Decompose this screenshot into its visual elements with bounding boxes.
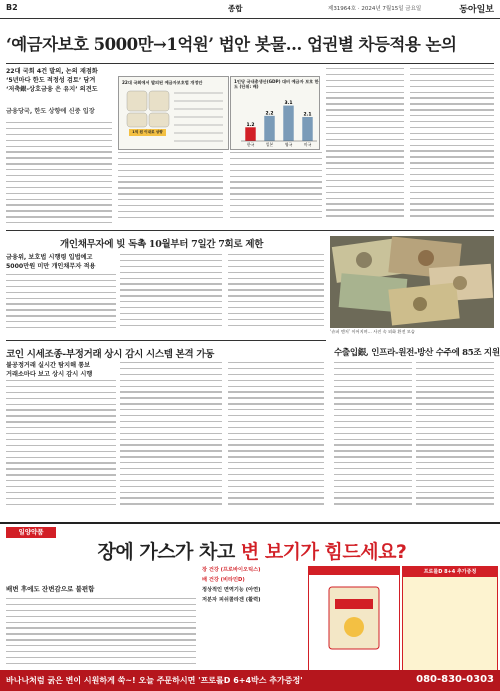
chart-bar bbox=[264, 116, 274, 141]
chart-bar bbox=[245, 127, 255, 141]
subheadings bbox=[6, 68, 116, 95]
debt-headline: 개인채무자에 빚 독촉 10월부터 7일간 7회로 제한 bbox=[60, 239, 264, 250]
product-box-icon bbox=[309, 575, 399, 668]
promo-title: 프로롤D 8+4 추가증정 bbox=[403, 567, 497, 577]
divider bbox=[6, 63, 494, 64]
benefit-item: 장 건강 (프로바이오틱스) bbox=[202, 567, 261, 573]
benefit-item: 정상적인 면역기능 (아연) bbox=[202, 587, 261, 593]
currency-photo bbox=[330, 236, 494, 328]
chart-value-label: 1.2 bbox=[246, 122, 255, 128]
article-body bbox=[118, 152, 223, 226]
advertiser-logo: 일양약품 bbox=[6, 527, 56, 538]
subheading: 금융위, 보호법 시행령 입법예고 bbox=[6, 254, 93, 261]
article-body bbox=[416, 362, 494, 516]
subheading: ‘5년마다 한도 적정성 검토’ 담겨 bbox=[6, 76, 96, 84]
ad-headline bbox=[62, 537, 442, 564]
article-body bbox=[6, 122, 112, 226]
banknotes-image bbox=[330, 236, 494, 328]
chart-category-label: 미국 bbox=[303, 142, 312, 147]
article-body bbox=[410, 68, 494, 226]
infographic-title: 22대 국회에서 발의된 예금자보호법 개정안 bbox=[122, 80, 203, 85]
article-body bbox=[6, 274, 116, 336]
ad-footer-text: 바나나처럼 굵은 변이 시원하게 쑥~! 오늘 주문하시면 '프로롤D 6+4박스 추가증정' bbox=[6, 676, 303, 685]
main-headline: ‘예금자보호 5000만→1억원’ 법안 봇물… 업권별 차등적용 논의 bbox=[6, 35, 457, 54]
bill-infographic bbox=[118, 76, 229, 150]
newspaper-brand: 동아일보 bbox=[459, 5, 494, 15]
article-body bbox=[228, 362, 324, 516]
divider bbox=[6, 340, 326, 341]
issue-info: 제31964호 · 2024년 7월15일 금요일 bbox=[328, 6, 422, 12]
article-body bbox=[334, 362, 412, 516]
product-panel-header bbox=[309, 567, 399, 575]
article-body bbox=[120, 362, 222, 516]
chart-plot bbox=[231, 77, 319, 149]
coin-subheads bbox=[6, 362, 116, 380]
article-body bbox=[120, 254, 222, 336]
byline-subhead: 금융당국, 한도 상향에 신중 입장 bbox=[6, 108, 95, 115]
subheading: 불공정거래 실시간 탐지해 통보 bbox=[6, 362, 91, 369]
benefit-item: 배 건강 (비타민D) bbox=[202, 577, 245, 583]
infographic-highlight: 1억 원 이내로 상향 bbox=[129, 129, 166, 136]
chart-category-label: 영국 bbox=[284, 142, 293, 147]
chart-bar bbox=[302, 117, 312, 141]
divider bbox=[6, 230, 494, 231]
product-panel bbox=[308, 566, 400, 671]
section-name: 종합 bbox=[228, 4, 243, 13]
infographic-icons bbox=[119, 77, 228, 149]
benefit-item: 저분자 피쉬콜라겐 (활력) bbox=[202, 597, 261, 603]
chart-category-label: 한국 bbox=[246, 142, 255, 147]
photo-caption: ‘슈퍼 엔저’ 이어지며… 사진 속 외화 환전 모습 bbox=[330, 329, 415, 334]
chart-value-label: 3.1 bbox=[284, 101, 293, 107]
coin-headline: 코인 시세조종-부정거래 상시 감시 시스템 본격 가동 bbox=[6, 349, 215, 360]
ad-headline-part: 장에 가스가 차고 bbox=[97, 541, 241, 563]
gdp-chart bbox=[230, 76, 320, 150]
page-header bbox=[0, 0, 500, 19]
debt-subheads bbox=[6, 254, 120, 272]
ad-footer-bar[interactable] bbox=[0, 670, 500, 691]
article-body bbox=[326, 68, 404, 226]
ad-body bbox=[6, 598, 196, 666]
ad-benefits bbox=[202, 566, 306, 669]
article-body bbox=[230, 152, 322, 226]
article-body bbox=[6, 380, 116, 516]
ad-subtext: 배변 후에도 잔변감으로 불편함 bbox=[6, 585, 95, 593]
subheading: 거래소마다 보고 상시 감시 시행 bbox=[6, 370, 93, 378]
article-body bbox=[228, 254, 324, 336]
page-number: B2 bbox=[6, 3, 18, 12]
chart-value-label: 2.1 bbox=[303, 112, 312, 118]
chart-category-label: 일본 bbox=[265, 142, 274, 147]
subheading: ‘저축銀-상호금융 은 유지’ 의견도 bbox=[6, 85, 98, 93]
subheading: 5000만원 미만 개인채무자 적용 bbox=[6, 262, 96, 270]
export-headline: 수출입銀, 인프라-원전-방산 수주에 85조 지원 bbox=[334, 348, 500, 358]
ad-headline-highlight: 변 보기가 힘드세요? bbox=[240, 541, 407, 563]
chart-bar bbox=[283, 106, 293, 141]
promo-panel[interactable] bbox=[402, 566, 498, 671]
ad-phone-number[interactable]: 080-830-0303 bbox=[416, 674, 494, 685]
subheading: 22대 국회 4건 발의, 논의 재점화 bbox=[6, 68, 98, 75]
chart-value-label: 2.2 bbox=[265, 111, 274, 117]
chart-title: 1인당 국내총생산(GDP) 대비 예금자 보호 한도 (단위: 배) bbox=[234, 79, 319, 90]
